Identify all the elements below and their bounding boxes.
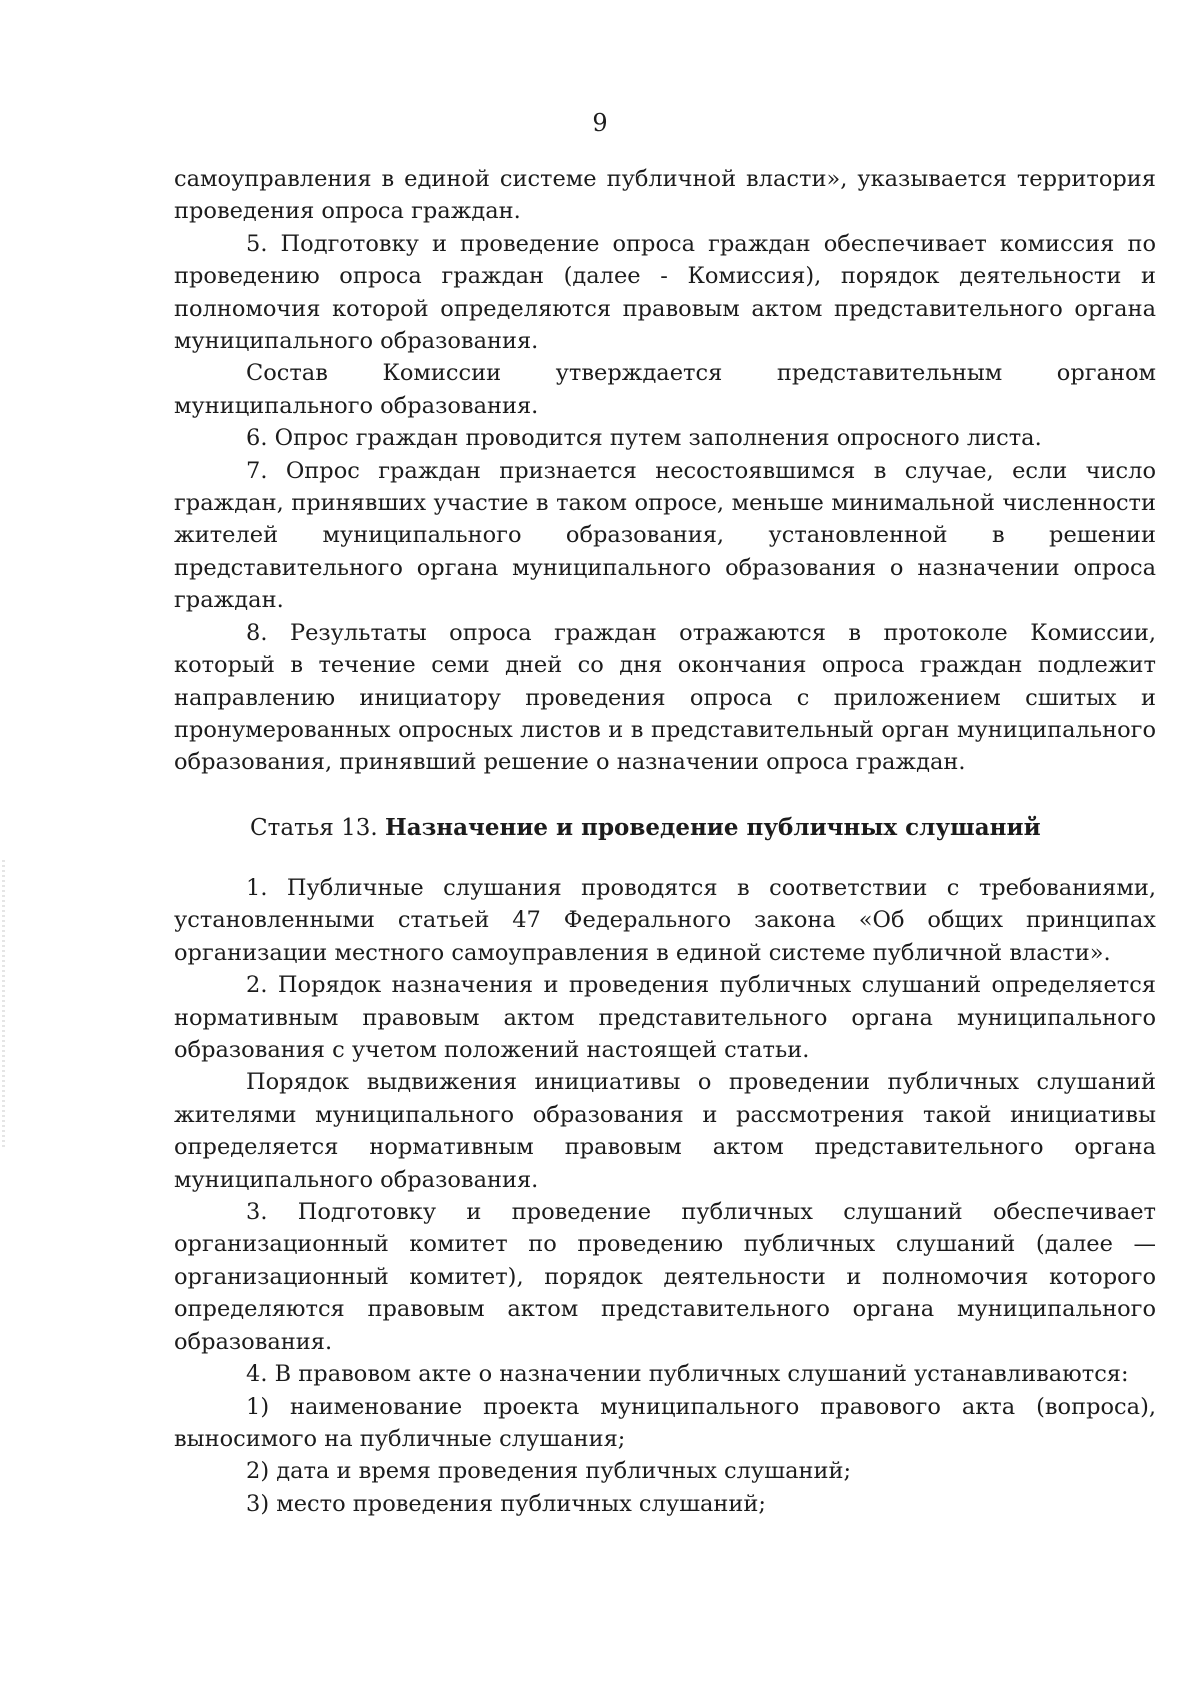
- paragraph-item-8: 8. Результаты опроса граждан отражаются в протоколе Комиссии, который в течение семи дней со дня окончания опроса граждан подлежит направлению инициатору проведения опроса с приложением сшитых и пронумерованных опросных листов и в представительный орган муниципального образования, принявший решение о назначении опроса граждан.: [174, 619, 1156, 776]
- paragraph-item-1: 1. Публичные слушания проводятся в соответствии с требованиями, установленными статьей 47 Федерального закона «Об общих принципах организации местного самоуправления в единой системе публичной власти».: [174, 875, 1156, 966]
- scan-edge-artifact: [2, 860, 5, 1150]
- paragraph-continuation: самоуправления в единой системе публичной власти», указывается территория проведения опроса граждан.: [174, 166, 1156, 225]
- article-13-title: Назначение и проведение публичных слушаний: [385, 814, 1041, 841]
- paragraph-item-5: 5. Подготовку и проведение опроса граждан обеспечивает комиссия по проведению опроса граждан (далее - Комиссия), порядок деятельности и полномочия которой определяются правовым актом представительного органа муниципального образования.: [174, 230, 1156, 355]
- article-13-heading: [250, 812, 1150, 844]
- list-item-4-3: 3) место проведения публичных слушаний;: [246, 1490, 766, 1517]
- list-item-4-1: 1) наименование проекта муниципального правового акта (вопроса), выносимого на публичные слушания;: [174, 1393, 1156, 1452]
- paragraph-item-5-composition: Состав Комиссии утверждается представительным органом: [246, 360, 1156, 387]
- paragraph-item-7: 7. Опрос граждан признается несостоявшимся в случае, если число граждан, принявших участие в таком опросе, меньше минимальной численности жителей муниципального образования, установленной в решении представительного органа муниципального образования о назначении опроса граждан.: [174, 457, 1156, 614]
- list-item-4-2: 2) дата и время проведения публичных слушаний;: [246, 1458, 852, 1485]
- article-13-prefix: Статья 13.: [250, 815, 378, 841]
- paragraph-item-2-continued: Порядок выдвижения инициативы о проведении публичных слушаний жителями муниципального образования и рассмотрения такой инициативы определяется нормативным правовым актом представительного органа муниципального образования.: [174, 1069, 1156, 1193]
- article-13-body: [174, 872, 1156, 1520]
- paragraph-item-6: 6. Опрос граждан проводится путем заполнения опросного листа.: [246, 425, 1042, 452]
- article-12-continuation: [174, 163, 1156, 779]
- page-number: 9: [592, 109, 608, 137]
- paragraph-item-2: 2. Порядок назначения и проведения публичных слушаний определяется нормативным правовым актом представительного органа муниципального образования с учетом положений настоящей статьи.: [174, 972, 1156, 1064]
- paragraph-item-3: 3. Подготовку и проведение публичных слушаний обеспечивает организационный комитет по проведению публичных слушаний (далее — организационный комитет), порядок деятельности и полномочия которого определяются правовым актом представительного органа муниципального образования.: [174, 1199, 1156, 1355]
- paragraph-item-5-composition-end: муниципального образования.: [174, 392, 539, 419]
- paragraph-item-4: 4. В правовом акте о назначении публичных слушаний устанавливаются:: [246, 1361, 1129, 1388]
